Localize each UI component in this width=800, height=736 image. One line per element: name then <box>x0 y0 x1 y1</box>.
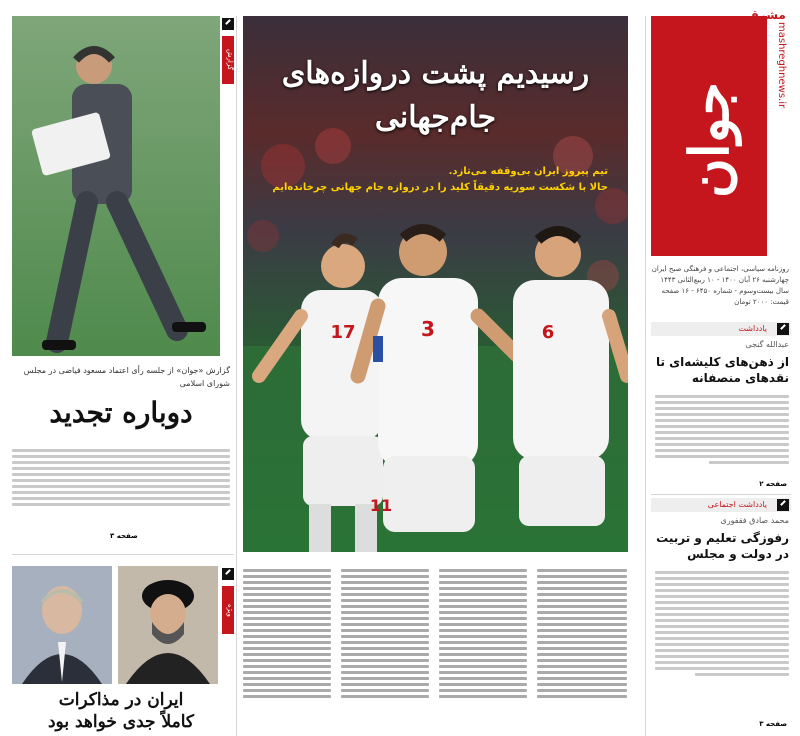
left-bottom-headline-1: ایران در مذاکرات <box>58 690 184 710</box>
note1-section-label: یادداشت <box>738 324 767 333</box>
left-bottom-photo-left <box>12 566 112 684</box>
masthead-corner-label: مشرق <box>748 8 786 22</box>
arrow-icon <box>222 568 234 580</box>
top-story-headline: رسیدیم پشت دروازه‌های جام‌جهانی <box>281 56 590 135</box>
left-bottom-photo-right <box>118 566 218 684</box>
jersey-number: 11 <box>369 496 393 515</box>
left-bottom-section-tag: ویژه <box>222 586 234 634</box>
masthead-site: mashreghnews.ir <box>776 22 787 109</box>
note2-body <box>655 568 789 679</box>
jersey-number: 3 <box>421 317 435 341</box>
jersey-number: 6 <box>541 322 555 343</box>
top-story-sub1: تیم پیروز ایران بی‌وقفه می‌تازد. <box>448 166 608 177</box>
right-column <box>651 318 793 736</box>
minister-walking-illustration <box>12 16 220 356</box>
arrow-icon <box>777 499 789 511</box>
masthead-info-line: چهارشنبه ۲۶ آبان ۱۴۰۰ - ۱۰ ربیع‌الثانی ۱۴۴۳ <box>660 276 789 284</box>
masthead-info-line: قیمت: ۲۰۰۰ تومان <box>734 298 789 306</box>
note1-author: عبدالله گنجی <box>745 340 789 349</box>
jersey-number: 17 <box>330 322 356 343</box>
left-top-headline: دوباره تجدید <box>49 396 193 429</box>
article-column <box>243 566 331 701</box>
article-column <box>537 566 627 701</box>
top-story-photo <box>243 16 628 552</box>
masthead-info-line: سال بیست‌وسوم - شماره ۶۴۵۰ - ۱۶ صفحه <box>661 287 789 295</box>
left-top-section-tag: گزارش <box>222 36 234 84</box>
masthead-info-line: روزنامه سیاسی، اجتماعی و فرهنگی صبح ایران <box>651 265 789 273</box>
left-top-caption: گزارش «جوان» از جلسه رأی اعتماد مسعود فیاضی در مجلس شورای اسلامی <box>23 366 230 388</box>
left-top-photo <box>12 16 220 356</box>
left-top-ref: صفحه ۳ <box>110 532 138 540</box>
top-story-sub2: حالا با شکست سوریه دقیقاً کلید را در دروازه جام جهانی چرخانده‌ایم <box>272 182 608 193</box>
note2-section-label: یادداشت اجتماعی <box>707 500 767 509</box>
masthead-info <box>651 264 789 308</box>
left-bottom-headline-2: کاملاً جدی خواهد بود <box>47 712 194 732</box>
note1-body <box>655 392 789 467</box>
arrow-icon <box>222 18 234 30</box>
note1-ref: صفحه ۲ <box>759 480 787 488</box>
cleric-portrait <box>118 566 218 684</box>
masthead-logo: جوان <box>677 82 741 198</box>
note2-headline: رفوزگی تعلیم و تربیت در دولت و مجلس <box>656 531 789 561</box>
note1-headline: از ذهن‌های کلیشه‌ای تا نقدهای منصفانه <box>655 355 789 385</box>
article-column <box>341 566 429 701</box>
note2-ref: صفحه ۳ <box>759 720 787 728</box>
note2-author: محمد صادق فقفوری <box>720 516 789 525</box>
arrow-icon <box>777 323 789 335</box>
article-body <box>243 560 628 736</box>
politician-portrait <box>12 566 112 684</box>
article-column <box>439 566 527 701</box>
left-top-body <box>12 446 230 509</box>
note1-section-bar <box>651 322 791 336</box>
